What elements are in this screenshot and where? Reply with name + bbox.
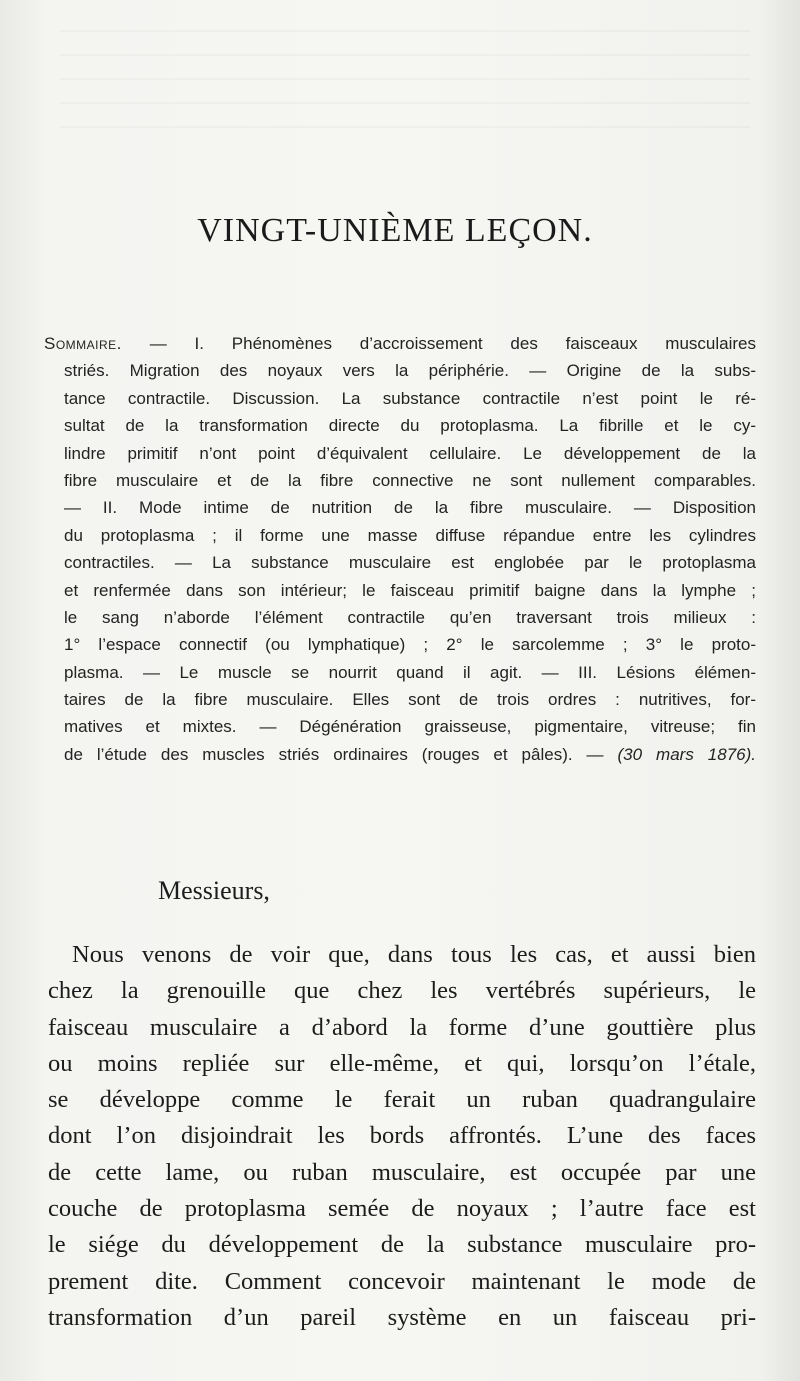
body-line: faisceau musculaire a d’abord la forme d’une gouttière plus xyxy=(48,1013,756,1041)
summary-line: matives et mixtes. — Dégénération graisseuse, pigmentaire, vitreuse; fin xyxy=(64,717,756,737)
body-line: Nous venons de voir que, dans tous les cas, et aussi bien xyxy=(72,941,756,968)
summary-line: 1° l’espace connectif (ou lymphatique) ; 2° le sarcolemme ; 3° le proto- xyxy=(64,635,756,655)
summary-block xyxy=(44,330,756,768)
body-line: se développe comme le ferait un ruban quadrangulaire xyxy=(48,1086,756,1114)
summary-line: taires de la fibre musculaire. Elles sont de trois ordres : nutritives, for- xyxy=(64,690,756,710)
body-line: prement dite. Comment concevoir maintenant le mode de xyxy=(48,1267,756,1295)
body-line: dont l’on disjoindrait les bords affrontés. L’une des faces xyxy=(48,1122,756,1150)
show-through-text xyxy=(60,30,750,130)
summary-line: tance contractile. Discussion. La substance contractile n’est point le ré- xyxy=(64,388,756,408)
greeting: Messieurs, xyxy=(158,876,270,905)
body-line: couche de protoplasma semée de noyaux ; l’autre face est xyxy=(48,1195,756,1223)
summary-line: sultat de la transformation directe du protoplasma. La fibrille et le cy- xyxy=(64,416,756,436)
body-text xyxy=(48,937,756,1336)
body-line: ou moins repliée sur elle-même, et qui, lorsqu’on l’étale, xyxy=(48,1049,756,1077)
summary-line: fibre musculaire et de la fibre connective ne sont nullement comparables. xyxy=(64,470,756,490)
lesson-title: VINGT-UNIÈME LEÇON. xyxy=(197,212,593,249)
body-line: de cette lame, ou ruban musculaire, est occupée par une xyxy=(48,1158,756,1186)
body-line: le siége du développement de la substance musculaire pro- xyxy=(48,1231,756,1259)
summary-line: plasma. — Le muscle se nourrit quand il agit. — III. Lésions élémen- xyxy=(64,662,756,682)
summary-line: de l’étude des muscles striés ordinaires (rouges et pâles). — (30 mars 1876). xyxy=(64,744,756,764)
summary-label: Sommaire. xyxy=(44,334,122,353)
body-line: transformation d’un pareil système en un faisceau pri- xyxy=(48,1303,756,1331)
summary-line: contractiles. — La substance musculaire est englobée par le protoplasma xyxy=(64,553,756,573)
body-line: chez la grenouille que chez les vertébrés supérieurs, le xyxy=(48,977,756,1005)
summary-line: lindre primitif n’ont point d’équivalent cellulaire. Le développement de la xyxy=(64,443,756,463)
lesson-date: (30 mars 1876). xyxy=(617,744,756,764)
summary-line: du protoplasma ; il forme une masse diffuse répandue entre les cylindres xyxy=(64,525,756,545)
summary-line: Sommaire. — I. Phénomènes d’accroissement des faisceaux musculaires xyxy=(44,334,756,353)
summary-line: — II. Mode intime de nutrition de la fibre musculaire. — Disposition xyxy=(64,498,756,518)
summary-line: striés. Migration des noyaux vers la périphérie. — Origine de la subs- xyxy=(64,361,756,381)
summary-line: et renfermée dans son intérieur; le faisceau primitif baigne dans la lymphe ; xyxy=(64,580,756,600)
summary-line: le sang n’aborde l’élément contractile qu’en traversant trois milieux : xyxy=(64,607,756,627)
